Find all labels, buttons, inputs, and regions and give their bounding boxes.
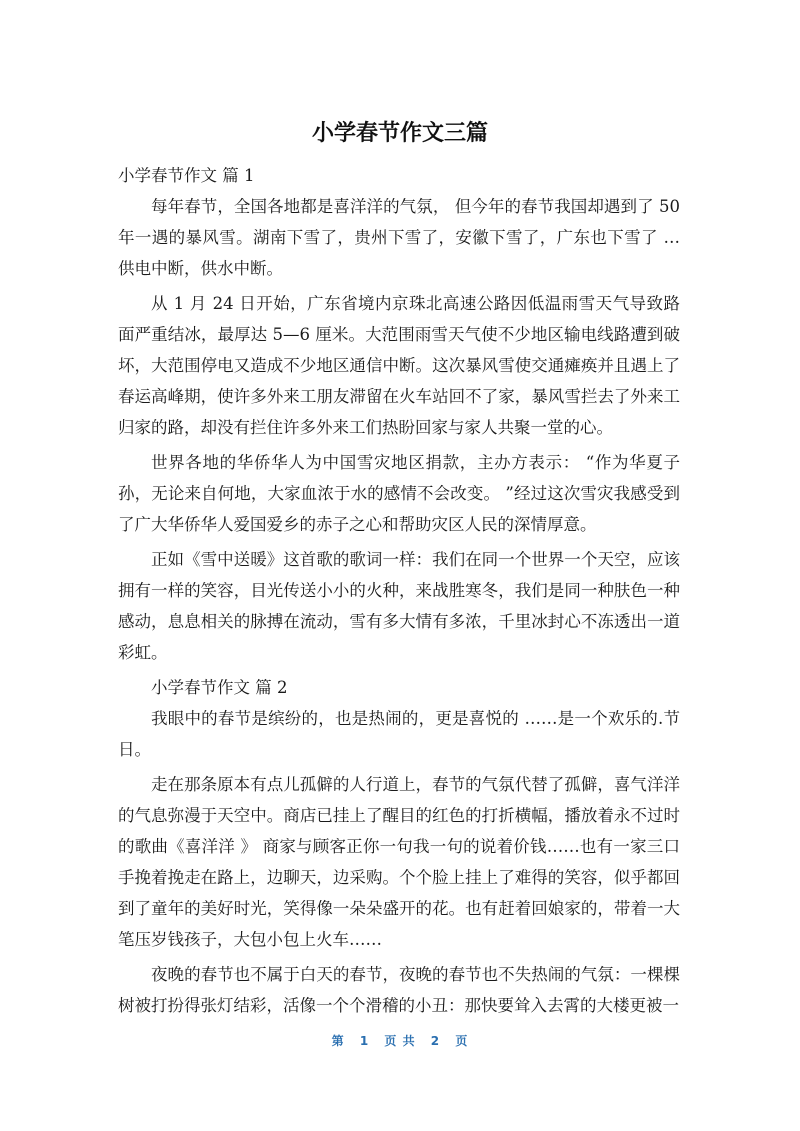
paragraph: 我眼中的春节是缤纷的，也是热闹的，更是喜悦的 ……是一个欢乐的.节日。 — [118, 709, 680, 759]
page-footer — [0, 1032, 800, 1049]
section-heading: 小学春节作文 篇 1 — [118, 166, 255, 185]
paragraph: 从 1 月 24 日开始，广东省境内京珠北高速公路因低温雨雪天气导致路面严重结冰，最厚达 5—6 厘米。大范围雨雪天气使不少地区输电线路遭到破坏，大范围停电又造成不少地区通信中断。这次暴风雪使交通瘫痪并且遇上了春运高峰期，使许多外来工朋友滞留在火车站回不了家，暴风雪拦去了外来工归家的路，却没有拦住许多外来工们热盼回家与家人共聚一堂的心。 — [118, 294, 680, 437]
paragraph: 走在那条原本有点儿孤僻的人行道上，春节的气氛代替了孤僻，喜气洋洋的气息弥漫于天空中。商店已挂上了醒目的红色的打折横幅，播放着永不过时的歌曲《喜洋洋 》 商家与顾客正你一句我一句的说着价钱……也有一家三口手挽着挽走在路上，边聊天，边采购。个个脸上挂上了难得的笑容，似乎都回到了童年的美好时光，笑得像一朵朵盛开的花。也有赶着回娘家的，带着一大笔压岁钱孩子，大包小包上火车…… — [118, 775, 680, 949]
document-title: 小学春节作文三篇 — [311, 121, 488, 146]
paragraph: 每年春节，全国各地都是喜洋洋的气氛， 但今年的春节我国却遇到了 50 年一遇的暴风雪。湖南下雪了，贵州下雪了，安徽下雪了，广东也下雪了 …供电中断，供水中断。 — [118, 197, 680, 278]
section-heading: 小学春节作文 篇 2 — [151, 678, 288, 697]
footer-label-suffix: 页 — [455, 1034, 469, 1048]
footer-total-pages: 2 — [430, 1034, 441, 1048]
footer-current-page: 1 — [359, 1034, 370, 1048]
document-body — [118, 160, 680, 1021]
paragraph: 世界各地的华侨华人为中国雪灾地区捐款，主办方表示： “作为华夏子孙，无论来自何地，大家血浓于水的感情不会改变。 ”经过这次雪灾我感受到了广大华侨华人爱国爱乡的赤子之心和帮助灾区人民的深情厚意。 — [118, 453, 680, 534]
paragraph: 夜晚的春节也不属于白天的春节，夜晚的春节也不失热闹的气氛：一棵棵树被打扮得张灯结彩，活像一个个滑稽的小丑：那快要耸入去霄的大楼更被一 — [118, 965, 680, 1015]
footer-label-middle: 页 共 — [384, 1034, 416, 1048]
footer-label-prefix: 第 — [331, 1034, 345, 1048]
paragraph: 正如《雪中送暖》这首歌的歌词一样：我们在同一个世界一个天空，应该拥有一样的笑容，目光传送小小的火种，来战胜寒冬，我们是同一种肤色一种感动，息息相关的脉搏在流动，雪有多大情有多浓，千里冰封心不冻透出一道彩虹。 — [118, 550, 680, 662]
